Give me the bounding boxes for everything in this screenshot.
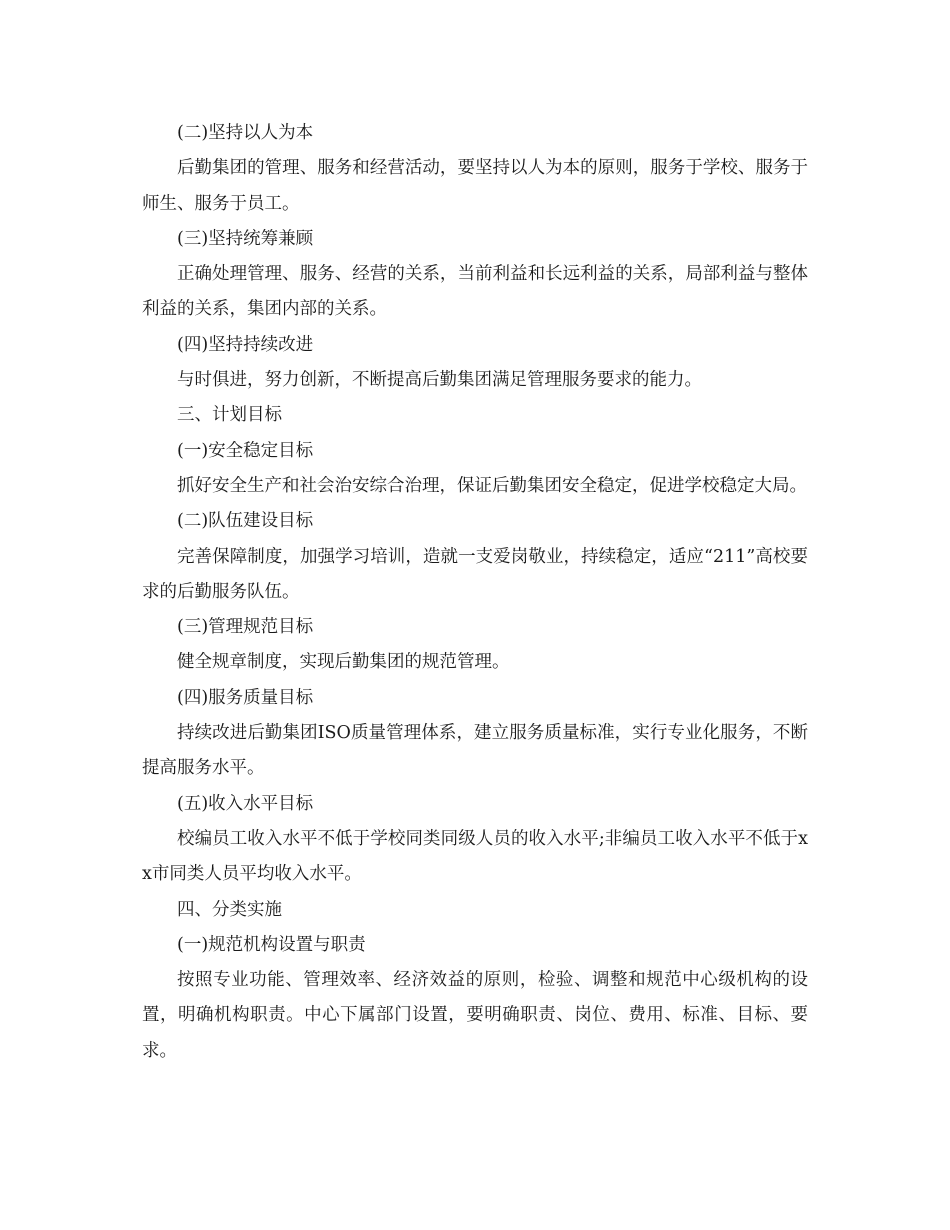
section-heading: (四)坚持持续改进 (177, 334, 314, 355)
section-heading: (一)规范机构设置与职责 (177, 934, 366, 955)
chapter-heading: 四、分类实施 (177, 899, 282, 920)
body-paragraph: 持续改进后勤集团ISO质量管理体系，建立服务质量标准，实行专业化服务，不断提高服务水平。 (142, 723, 808, 779)
body-paragraph: 后勤集团的管理、服务和经营活动，要坚持以人为本的原则，服务于学校、服务于师生、服务于员工。 (142, 158, 808, 214)
section-heading: (一)安全稳定目标 (177, 440, 314, 461)
body-paragraph: 正确处理管理、服务、经营的关系，当前利益和长远利益的关系，局部利益与整体利益的关系，集团内部的关系。 (142, 264, 808, 320)
document-body (142, 116, 808, 1069)
body-paragraph: 按照专业功能、管理效率、经济效益的原则，检验、调整和规范中心级机构的设置，明确机构职责。中心下属部门设置，要明确职责、岗位、费用、标准、目标、要求。 (142, 970, 808, 1061)
section-heading: (五)收入水平目标 (177, 793, 314, 814)
section-heading: (二)队伍建设目标 (177, 511, 314, 532)
body-paragraph: 校编员工收入水平不低于学校同类同级人员的收入水平;非编员工收入水平不低于xx市同类人员平均收入水平。 (142, 828, 808, 885)
body-paragraph: 完善保障制度，加强学习培训，造就一支爱岗敬业，持续稳定，适应“211”高校要求的后勤服务队伍。 (142, 546, 808, 602)
chapter-heading: 三、计划目标 (177, 405, 282, 426)
body-paragraph: 健全规章制度，实现后勤集团的规范管理。 (177, 652, 510, 673)
body-paragraph: 与时俱进，努力创新，不断提高后勤集团满足管理服务要求的能力。 (177, 370, 702, 391)
body-paragraph: 抓好安全生产和社会治安综合治理，保证后勤集团安全稳定，促进学校稳定大局。 (177, 475, 807, 496)
section-heading: (三)坚持统筹兼顾 (177, 228, 314, 249)
section-heading: (二)坚持以人为本 (177, 123, 314, 143)
section-heading: (四)服务质量目标 (177, 687, 314, 708)
section-heading: (三)管理规范目标 (177, 617, 314, 638)
